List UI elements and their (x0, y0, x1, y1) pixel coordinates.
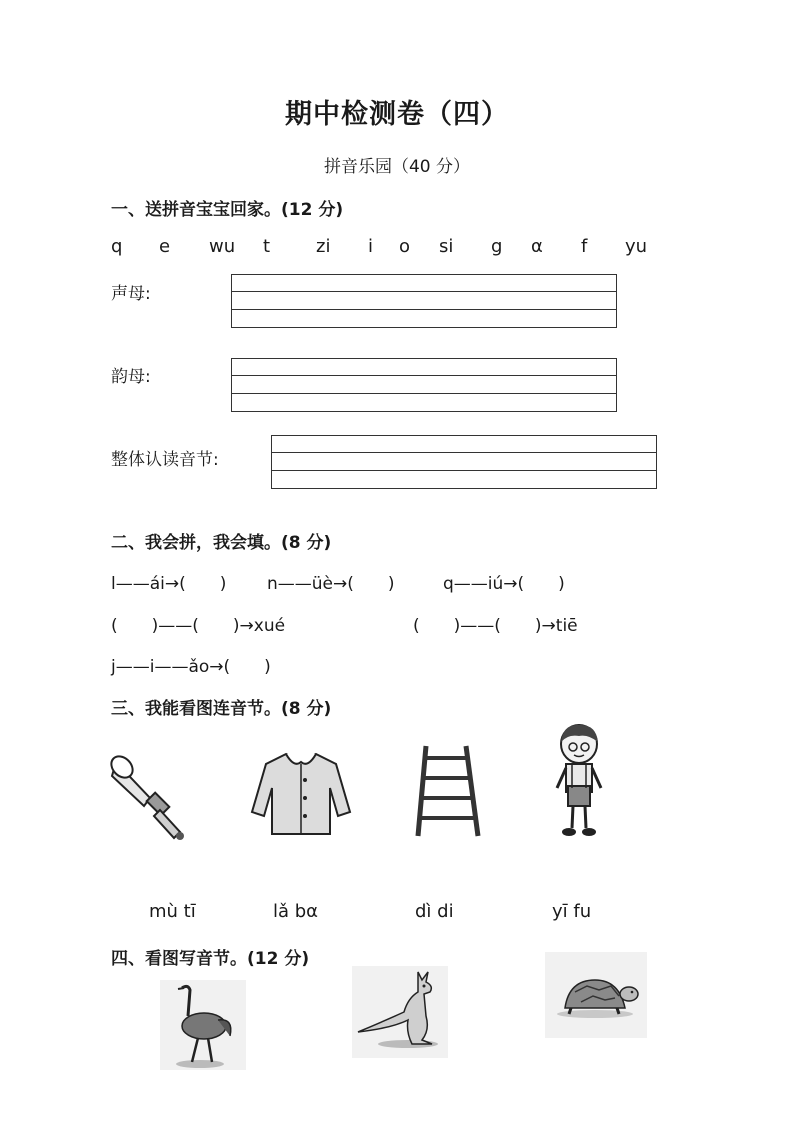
syllable-item: si (439, 236, 454, 257)
turtle-icon (545, 952, 647, 1038)
syllable-item: yu (625, 236, 648, 257)
fill-item[interactable]: j——i——ǎo→( ) (111, 657, 271, 677)
pinyin-option[interactable]: lǎ bα (273, 901, 319, 922)
page-subtitle: 拼音乐园（40 分） (323, 157, 471, 177)
syllable-item: o (399, 236, 411, 257)
syllable-item: wu (209, 236, 236, 257)
section-3-heading: 三、我能看图连音节。(8 分) (111, 699, 332, 719)
syllable-item: f (581, 236, 588, 257)
ostrich-icon (160, 980, 246, 1070)
finals-writing-box[interactable] (231, 358, 617, 412)
shirt-icon (250, 750, 352, 838)
syllable-item: i (368, 236, 374, 257)
pinyin-option[interactable]: dì di (415, 901, 454, 922)
ladder-icon (410, 742, 484, 838)
section-1-heading: 一、送拼音宝宝回家。(12 分) (111, 200, 344, 220)
page-title: 期中检测卷（四） (285, 99, 509, 130)
trumpet-icon (110, 752, 188, 842)
fill-item[interactable]: ( )——( )→xué (111, 616, 286, 636)
syllable-item: zi (316, 236, 331, 257)
pinyin-option[interactable]: mù tī (149, 901, 196, 922)
whole-syllables-writing-box[interactable] (271, 435, 657, 489)
fill-item[interactable]: n——üè→( ) (267, 574, 395, 594)
section-4-heading: 四、看图写音节。(12 分) (111, 949, 310, 969)
initials-writing-box[interactable] (231, 274, 617, 328)
finals-label: 韵母: (111, 367, 151, 387)
syllable-item: g (491, 236, 503, 257)
fill-item[interactable]: ( )——( )→tiē (413, 616, 578, 636)
kangaroo-icon (352, 966, 448, 1058)
section-2-heading: 二、我会拼，我会填。(8 分) (111, 533, 332, 553)
syllable-item: α (531, 236, 543, 257)
syllable-item: t (263, 236, 271, 257)
pinyin-option[interactable]: yī fu (552, 901, 592, 922)
syllable-item: e (159, 236, 171, 257)
initials-label: 声母: (111, 284, 151, 304)
syllable-item: q (111, 236, 123, 257)
boy-icon (548, 722, 610, 840)
fill-item[interactable]: q——iú→( ) (443, 574, 565, 594)
whole-syllables-label: 整体认读音节: (111, 450, 219, 470)
fill-item[interactable]: l——ái→( ) (111, 574, 227, 594)
